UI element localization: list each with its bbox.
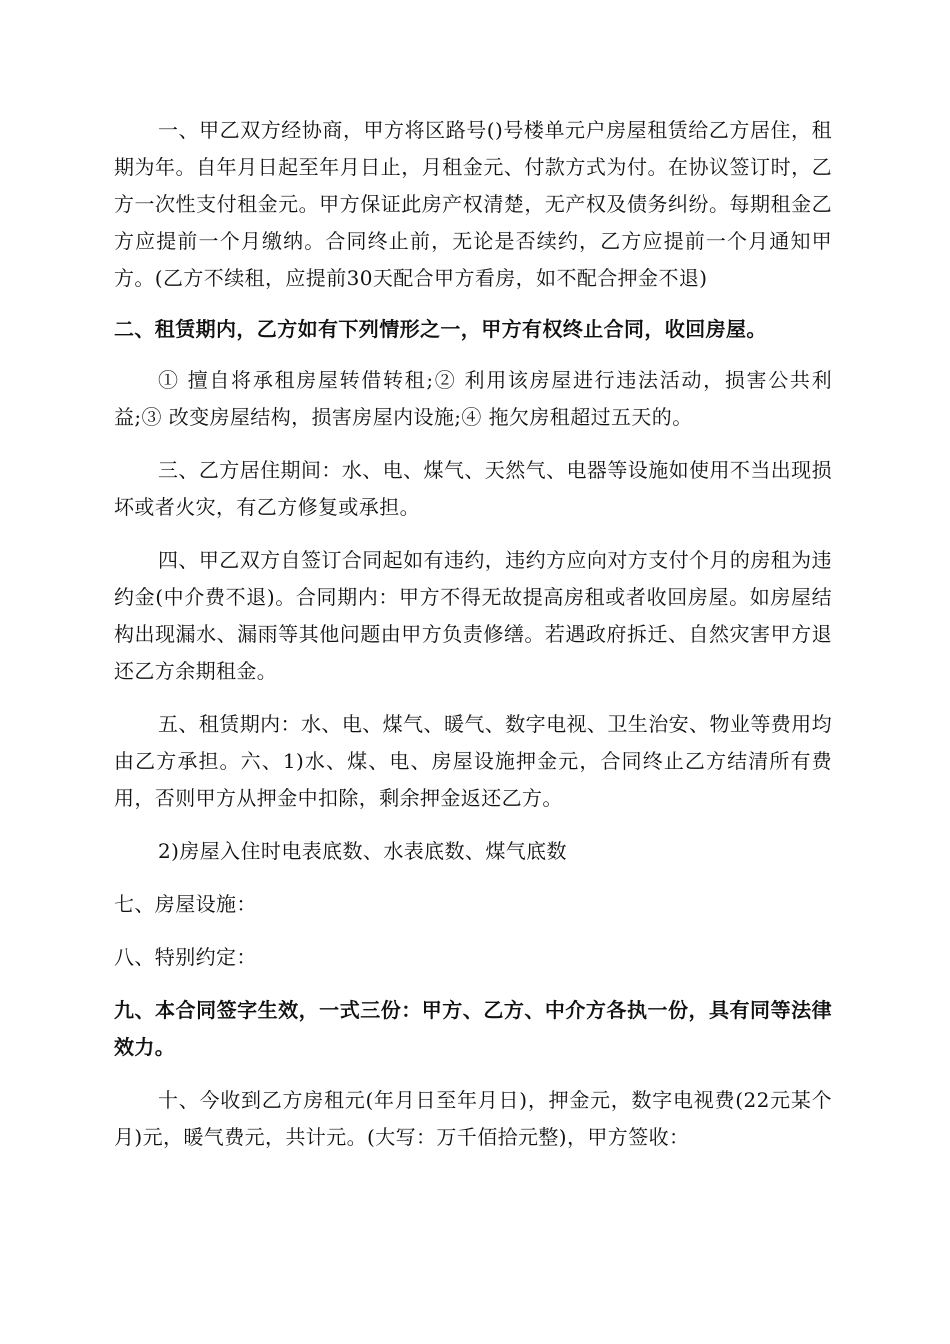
contract-page [114, 112, 832, 1156]
clause-2-items: ① 擅自将承租房屋转借转租;② 利用该房屋进行违法活动，损害公共利益;③ 改变房屋结构，损害房屋内设施;④ 拖欠房租超过五天的。 [114, 368, 832, 429]
clause-3: 三、乙方居住期间：水、电、煤气、天然气、电器等设施如使用不当出现损坏或者火灾，有乙方修复或承担。 [114, 458, 832, 519]
clause-7: 七、房屋设施： [114, 892, 257, 916]
clause-10: 十、今收到乙方房租元(年月日至年月日)，押金元，数字电视费(22元某个月)元，暖气费元，共计元。(大写：万千佰拾元整)，甲方签收： [114, 1088, 832, 1149]
clause-2-heading: 二、租赁期内，乙方如有下列情形之一，甲方有权终止合同，收回房屋。 [114, 317, 767, 341]
clause-1: 一、甲乙双方经协商，甲方将区路号()号楼单元户房屋租赁给乙方居住，租期为年。自年月日起至年月日止，月租金元、付款方式为付。在协议签订时，乙方一次性支付租金元。甲方保证此房产权清楚，无产权及债务纠纷。每期租金乙方应提前一个月缴纳。合同终止前，无论是否续约，乙方应提前一个月通知甲方。(乙方不续租，应提前30天配合甲方看房，如不配合押金不退) [114, 118, 832, 290]
clause-4: 四、甲乙双方自签订合同起如有违约，违约方应向对方支付个月的房租为违约金(中介费不退)。合同期内：甲方不得无故提高房租或者收回房屋。如房屋结构出现漏水、漏雨等其他问题由甲方负责修缮。若遇政府拆迁、自然灾害甲方退还乙方余期租金。 [114, 548, 832, 683]
clause-9: 九、本合同签字生效，一式三份：甲方、乙方、中介方各执一份，具有同等法律效力。 [114, 998, 832, 1059]
clause-5-6: 五、租赁期内：水、电、煤气、暖气、数字电视、卫生治安、物业等费用均由乙方承担。六、1)水、煤、电、房屋设施押金元，合同终止乙方结清所有费用，否则甲方从押金中扣除，剩余押金返还乙方。 [114, 712, 832, 810]
clause-6-2: 2)房屋入住时电表底数、水表底数、煤气底数 [158, 839, 567, 863]
clause-8: 八、特别约定： [114, 945, 257, 969]
